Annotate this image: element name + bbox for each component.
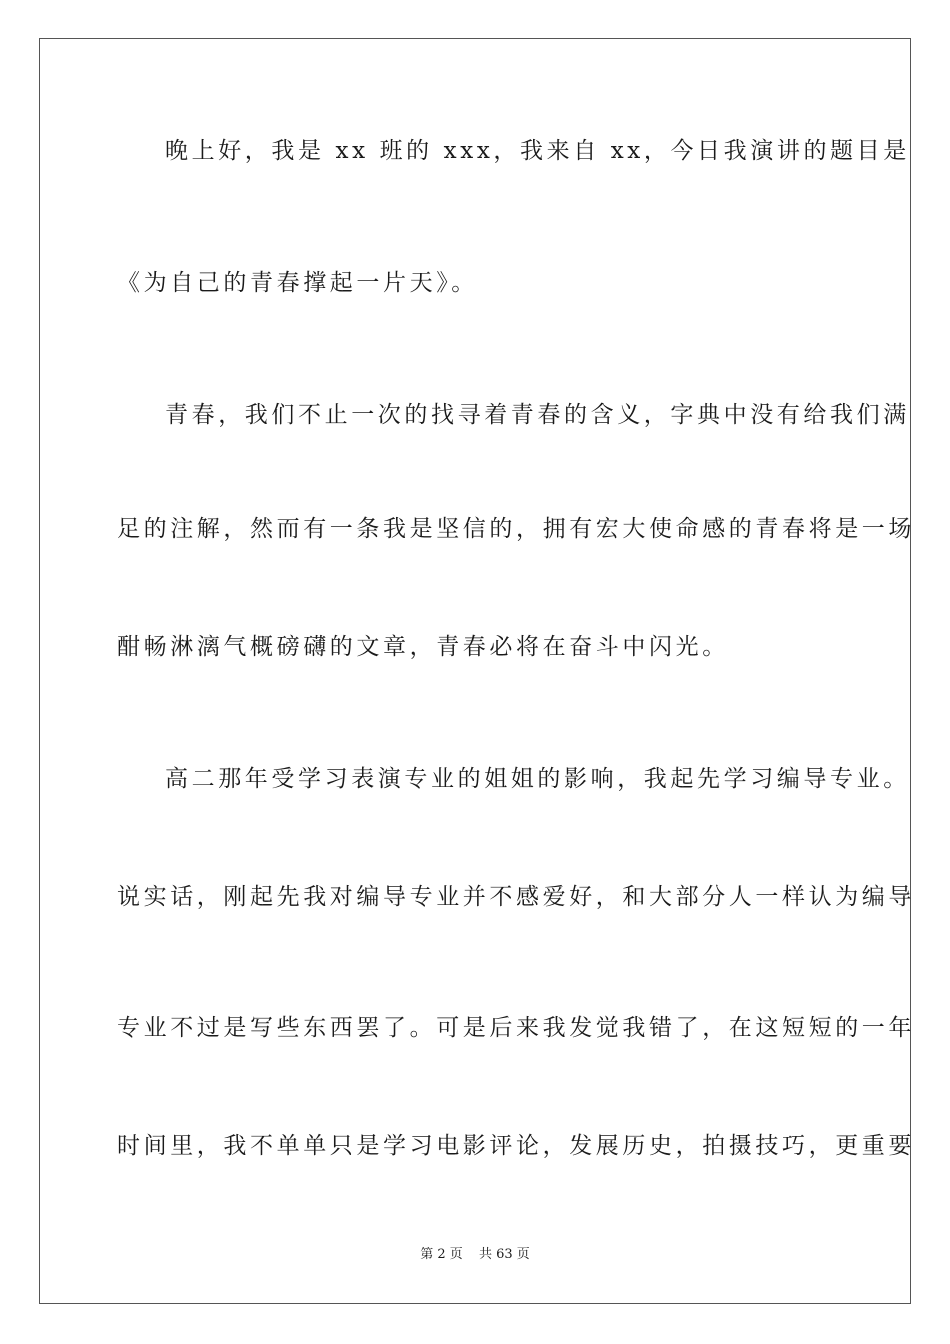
page-total: 共 63 页 (478, 1247, 530, 1262)
paragraph-3-line-3: 专业不过是写些东西罢了。可是后来我发觉我错了，在这短短的一年 (117, 1015, 915, 1041)
paragraph-3-line-1: 高二那年受学习表演专业的姐姐的影响，我起先学习编导专业。 (165, 766, 910, 792)
paragraph-3-line-4: 时间里，我不单单只是学习电影评论，发展历史，拍摄技巧，更重要 (117, 1133, 915, 1159)
page-number: 第 2 页 (420, 1247, 463, 1262)
page-footer (0, 1246, 950, 1264)
paragraph-1-line-2: 《为自己的青春撑起一片天》。 (117, 270, 478, 296)
page-border (39, 38, 915, 1304)
paragraph-3-line-2: 说实话，刚起先我对编导专业并不感爱好，和大部分人一样认为编导 (117, 884, 915, 910)
paragraph-2-line-3: 酣畅淋漓气概磅礴的文章，青春必将在奋斗中闪光。 (117, 634, 729, 660)
paragraph-2-line-1: 青春，我们不止一次的找寻着青春的含义，字典中没有给我们满 (165, 402, 910, 428)
paragraph-1-line-1: 晚上好，我是 xx 班的 xxx，我来自 xx，今日我演讲的题目是 (165, 138, 910, 164)
paragraph-2-line-2: 足的注解，然而有一条我是坚信的，拥有宏大使命感的青春将是一场 (117, 516, 915, 542)
